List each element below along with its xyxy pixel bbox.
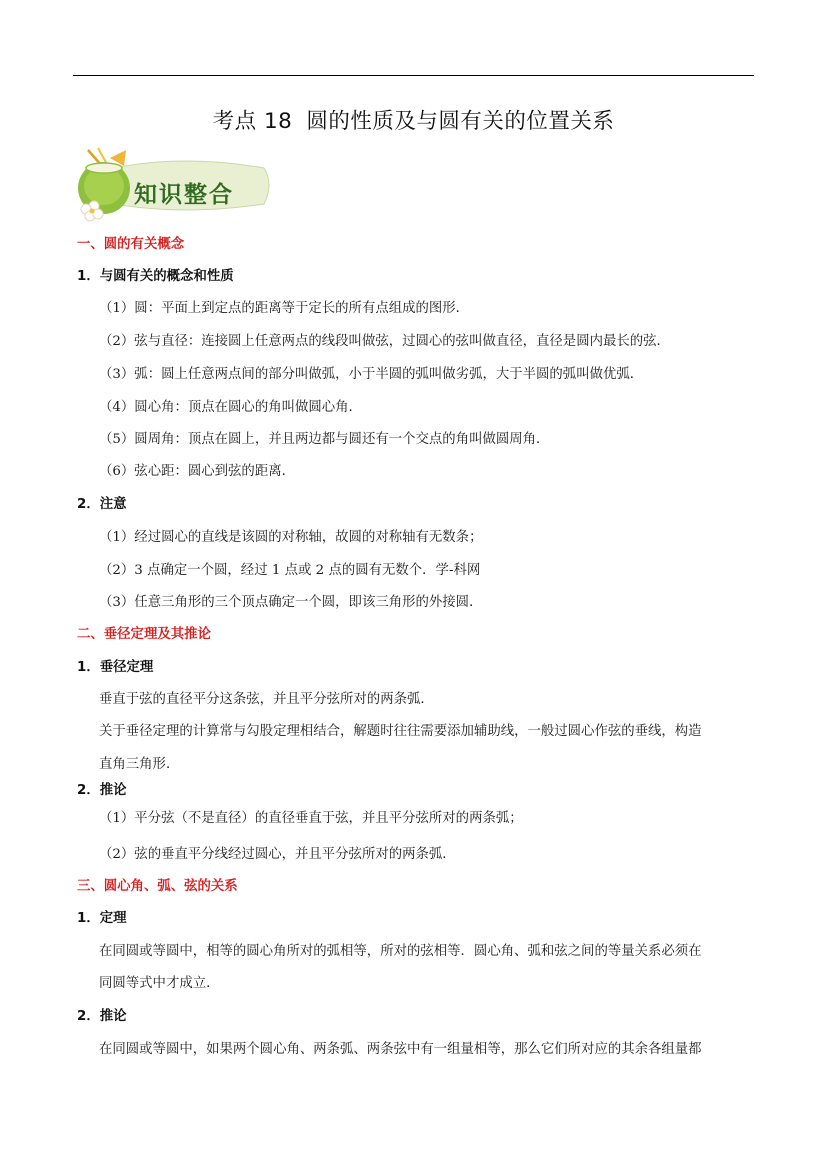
- paragraph-line: 在同圆或等圆中，如果两个圆心角、两条弧、两条弦中有一组量相等，那么它们所对应的其余各组量都: [99, 1042, 702, 1057]
- banner-label: 知识整合: [134, 182, 234, 208]
- section-heading-1: 一、圆的有关概念: [77, 237, 185, 252]
- paragraph-line: 关于垂径定理的计算常与勾股定理相结合，解题时往往需要添加辅助线，一般过圆心作弦的垂线，构造: [99, 724, 702, 739]
- subheading-3-2: 2．推论: [77, 1009, 127, 1024]
- list-item: （3）任意三角形的三个顶点确定一个圆，即该三角形的外接圆．: [99, 595, 483, 610]
- subheading-1-2: 2．注意: [77, 497, 127, 512]
- section-heading-2: 二、垂径定理及其推论: [77, 627, 211, 642]
- list-item: （6）弦心距：圆心到弦的距离．: [99, 464, 295, 479]
- list-item: （2）3 点确定一个圆，经过 1 点或 2 点的圆有无数个．学-科网: [99, 563, 481, 578]
- list-item: （5）圆周角：顶点在圆上，并且两边都与圆还有一个交点的角叫做圆周角．: [99, 432, 550, 447]
- paragraph-line: 在同圆或等圆中，相等的圆心角所对的弧相等，所对的弦相等．圆心角、弧和弦之间的等量关系必须在: [99, 944, 702, 959]
- topic-title: 圆的性质及与圆有关的位置关系: [306, 109, 615, 134]
- paragraph-line: 同圆等式中才成立．: [99, 976, 220, 991]
- subheading-1-1: 1．与圆有关的概念和性质: [77, 269, 234, 284]
- list-item: （2）弦与直径：连接圆上任意两点的线段叫做弦，过圆心的弦叫做直径，直径是圆内最长的弦．: [99, 334, 670, 349]
- subheading-2-2: 2．推论: [77, 783, 127, 798]
- header-rule: [73, 75, 754, 76]
- section-heading-3: 三、圆心角、弧、弦的关系: [77, 879, 238, 894]
- list-item: （3）弧：圆上任意两点间的部分叫做弧，小于半圆的弧叫做劣弧，大于半圆的弧叫做优弧．: [99, 367, 644, 382]
- subheading-3-1: 1．定理: [77, 911, 127, 926]
- subheading-2-1: 1．垂径定理: [77, 660, 154, 675]
- list-item: （1）圆：平面上到定点的距离等于定长的所有点组成的图形．: [99, 301, 470, 316]
- paragraph-line: 直角三角形．: [99, 757, 180, 772]
- page-title: [0, 104, 827, 135]
- list-item: （2）弦的垂直平分线经过圆心，并且平分弦所对的两条弧．: [99, 847, 456, 862]
- list-item: （1）平分弦（不是直径）的直径垂直于弦，并且平分弦所对的两条弧；: [99, 811, 523, 826]
- list-item: （1）经过圆心的直线是该圆的对称轴，故圆的对称轴有无数条；: [99, 530, 483, 545]
- paragraph-line: 垂直于弦的直径平分这条弦，并且平分弦所对的两条弧．: [99, 692, 434, 707]
- knowledge-banner: [74, 146, 274, 222]
- list-item: （4）圆心角：顶点在圆心的角叫做圆心角．: [99, 400, 362, 415]
- topic-code: 考点 18: [212, 109, 293, 134]
